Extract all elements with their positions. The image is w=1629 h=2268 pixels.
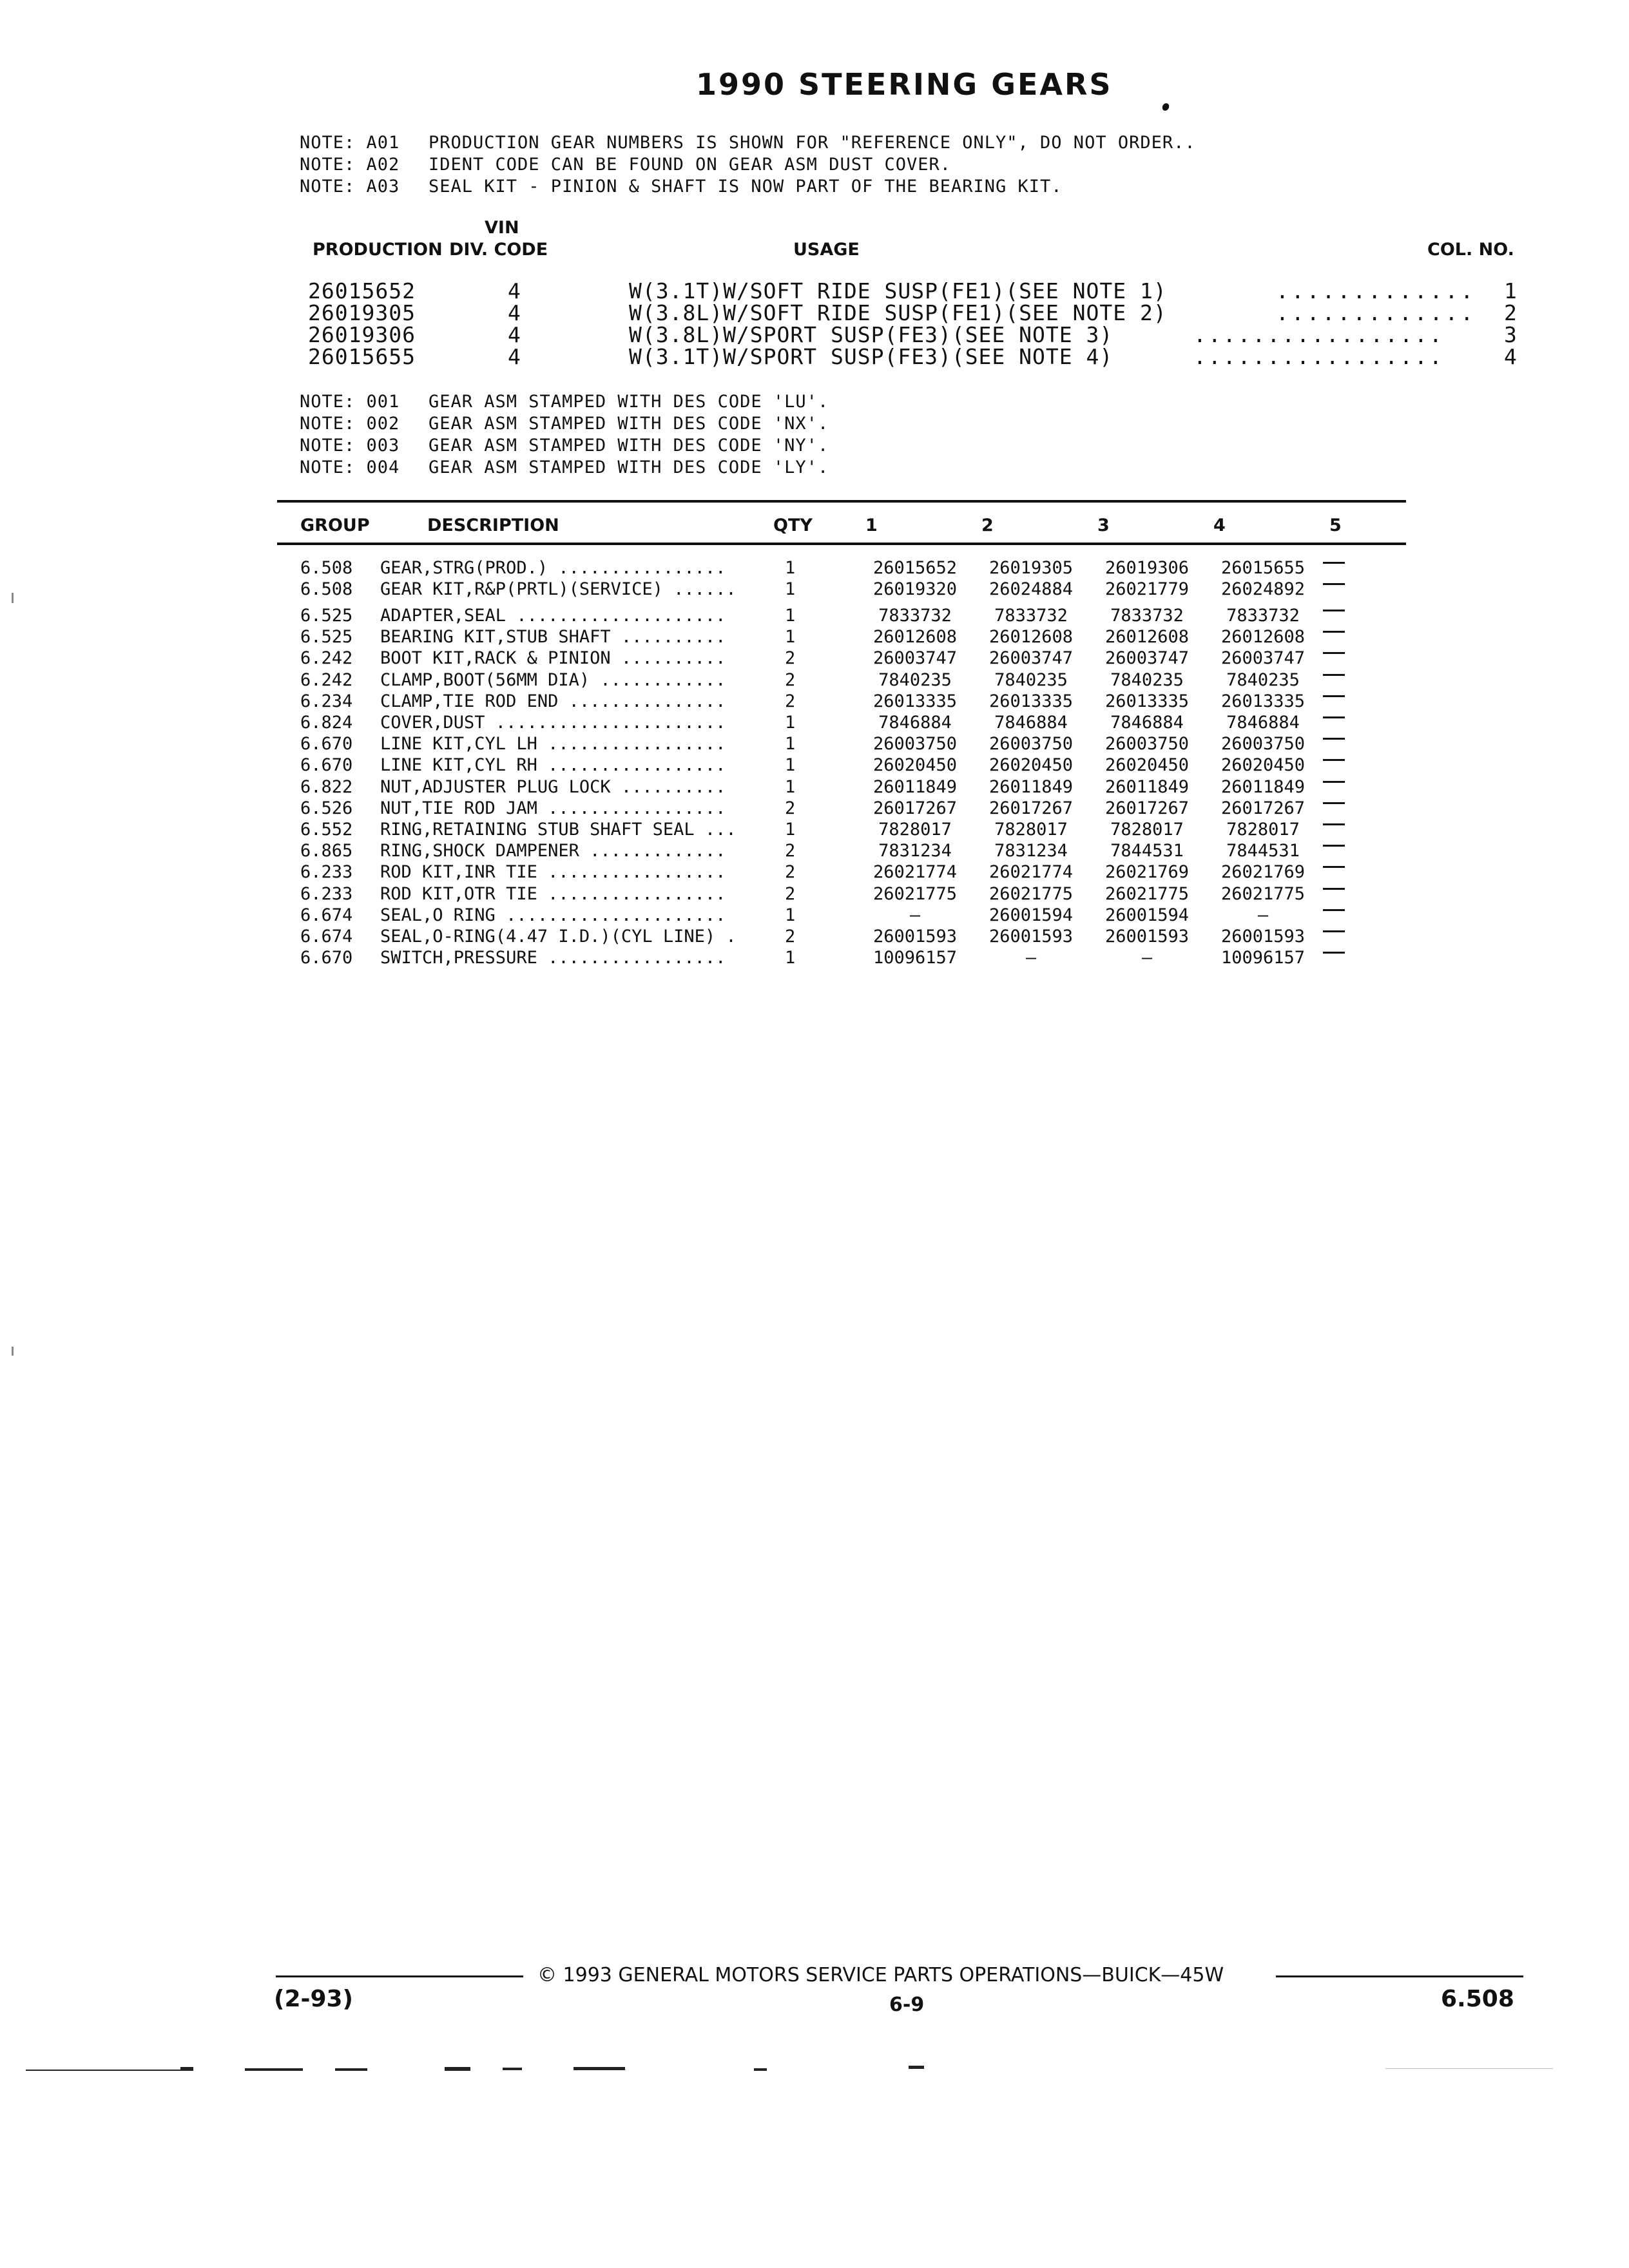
cell-c4: 26021769 xyxy=(1220,862,1306,883)
cell-group: 6.525 xyxy=(300,606,353,626)
note-line: NOTE: 002 GEAR ASM STAMPED WITH DES CODE 'NX'. xyxy=(300,414,829,434)
col-5-empty-dash xyxy=(1323,652,1345,654)
col-5-empty-dash xyxy=(1323,738,1345,740)
note-line: NOTE: A03 SEAL KIT - PINION & SHAFT IS NOW PART OF THE BEARING KIT. xyxy=(300,177,1063,197)
cell-qty: 1 xyxy=(785,579,796,600)
cell-qty: 2 xyxy=(785,691,796,711)
note-line: NOTE: A02 IDENT CODE CAN BE FOUND ON GEAR ASM DUST COVER. xyxy=(300,155,952,175)
group-header: GROUP xyxy=(300,515,370,535)
cell-c4: 26015655 xyxy=(1220,558,1306,578)
cell-desc: RING,SHOCK DAMPENER ............. xyxy=(380,841,726,861)
note-line: NOTE: 004 GEAR ASM STAMPED WITH DES CODE 'LY'. xyxy=(300,457,829,477)
cell-qty: 1 xyxy=(785,905,796,925)
cell-c2: 26021775 xyxy=(988,883,1074,904)
col-3-header: 3 xyxy=(1097,515,1110,535)
cell-c1: 26001593 xyxy=(872,927,958,947)
col-5-empty-dash xyxy=(1323,952,1345,954)
table-row xyxy=(0,777,1629,798)
cell-c3: 26001593 xyxy=(1104,927,1190,947)
cell-desc: CLAMP,TIE ROD END ............... xyxy=(380,691,726,711)
col-5-empty-dash xyxy=(1323,781,1345,783)
cell-group: 6.508 xyxy=(300,558,353,578)
cell-c3: 26013335 xyxy=(1104,691,1190,711)
table-row xyxy=(0,627,1629,648)
cell-qty: 2 xyxy=(785,927,796,947)
cell-group: 6.234 xyxy=(300,691,353,711)
scan-mark xyxy=(754,2068,767,2071)
cell-group: 6.824 xyxy=(300,713,353,733)
cell-c4: 26013335 xyxy=(1220,691,1306,711)
cell-group: 6.508 xyxy=(300,579,353,600)
col-5-empty-dash xyxy=(1323,866,1345,868)
cell-c2: 26001593 xyxy=(988,927,1074,947)
cell-c3: 26003750 xyxy=(1104,734,1190,754)
cell-qty: 1 xyxy=(785,713,796,733)
table-row xyxy=(0,798,1629,820)
cell-c1: 26013335 xyxy=(872,691,958,711)
cell-c4: 26001593 xyxy=(1220,927,1306,947)
cell-group: 6.525 xyxy=(300,627,353,648)
cell-c1: 26011849 xyxy=(872,776,958,797)
cell-c2: 26021774 xyxy=(988,862,1074,883)
scan-mark xyxy=(445,2067,470,2071)
cell-c1: 7833732 xyxy=(878,606,952,626)
cell-c4: 7844531 xyxy=(1226,841,1300,861)
table-row xyxy=(0,670,1629,691)
table-row xyxy=(0,841,1629,862)
col-5-empty-dash xyxy=(1323,695,1345,697)
table-row xyxy=(0,713,1629,734)
cell-qty: 1 xyxy=(785,948,796,968)
parts-table xyxy=(0,0,1629,1031)
table-row xyxy=(0,755,1629,776)
cell-c3: — xyxy=(1141,948,1153,968)
col-5-empty-dash xyxy=(1323,802,1345,804)
cell-c2: 26001594 xyxy=(988,905,1074,925)
cell-c1: 7840235 xyxy=(878,669,952,690)
table-row xyxy=(0,948,1629,969)
col-5-empty-dash xyxy=(1323,716,1345,718)
cell-c2: 7840235 xyxy=(994,669,1068,690)
cell-c4: 10096157 xyxy=(1220,948,1306,968)
col-5-empty-dash xyxy=(1323,930,1345,932)
cell-qty: 1 xyxy=(785,734,796,754)
scan-mark xyxy=(503,2068,522,2070)
cell-c1: 26012608 xyxy=(872,627,958,648)
table-row xyxy=(0,606,1629,627)
cell-qty: 2 xyxy=(785,798,796,818)
cell-c4: 26021775 xyxy=(1220,883,1306,904)
cell-desc: LINE KIT,CYL LH ................. xyxy=(380,734,726,754)
table-row xyxy=(0,862,1629,883)
cell-c3: 26021779 xyxy=(1104,579,1190,600)
table-row xyxy=(0,648,1629,669)
page-title: 1990 STEERING GEARS xyxy=(696,67,1113,102)
scan-mark xyxy=(26,2070,180,2071)
cell-c4: 26012608 xyxy=(1220,627,1306,648)
cell-c3: 26011849 xyxy=(1104,776,1190,797)
cell-c3: 7844531 xyxy=(1110,841,1184,861)
col-5-empty-dash xyxy=(1323,583,1345,585)
cell-desc: NUT,ADJUSTER PLUG LOCK .......... xyxy=(380,776,726,797)
cell-c3: 26019306 xyxy=(1104,558,1190,578)
col-5-empty-dash xyxy=(1323,888,1345,890)
cell-qty: 2 xyxy=(785,669,796,690)
col-5-empty-dash xyxy=(1323,909,1345,911)
cell-desc: ROD KIT,INR TIE ................. xyxy=(380,862,726,883)
scan-mark xyxy=(245,2068,303,2071)
cell-qty: 2 xyxy=(785,648,796,669)
table-row xyxy=(0,691,1629,713)
note-line: NOTE: 001 GEAR ASM STAMPED WITH DES CODE 'LU'. xyxy=(300,392,829,412)
div-code-header: DIV. CODE xyxy=(449,240,548,260)
table-row xyxy=(0,734,1629,755)
production-row: 26019306 4 W(3.8L)W/SPORT SUSP(FE3)(SEE NOTE 3) ................. 3 xyxy=(308,322,1518,347)
cell-c3: 26017267 xyxy=(1104,798,1190,818)
cell-c3: 26003747 xyxy=(1104,648,1190,669)
cell-c1: 26021774 xyxy=(872,862,958,883)
cell-qty: 2 xyxy=(785,883,796,904)
col-5-empty-dash xyxy=(1323,845,1345,847)
table-row xyxy=(0,820,1629,841)
scan-mark xyxy=(335,2068,367,2071)
cell-group: 6.674 xyxy=(300,905,353,925)
cell-c2: 26013335 xyxy=(988,691,1074,711)
scan-mark xyxy=(574,2067,625,2070)
cell-group: 6.865 xyxy=(300,841,353,861)
cell-qty: 1 xyxy=(785,627,796,648)
footer-date: (2-93) xyxy=(274,1986,353,2012)
cell-c4: 26024892 xyxy=(1220,579,1306,600)
cell-c1: 26021775 xyxy=(872,883,958,904)
vin-header: VIN xyxy=(485,218,519,238)
cell-group: 6.526 xyxy=(300,798,353,818)
cell-qty: 1 xyxy=(785,776,796,797)
col-4-header: 4 xyxy=(1213,515,1226,535)
table-row xyxy=(0,558,1629,579)
cell-c3: 7840235 xyxy=(1110,669,1184,690)
production-row: 26015655 4 W(3.1T)W/SPORT SUSP(FE3)(SEE NOTE 4) ................. 4 xyxy=(308,344,1518,369)
cell-desc: BEARING KIT,STUB SHAFT .......... xyxy=(380,627,726,648)
cell-group: 6.242 xyxy=(300,669,353,690)
production-row: 26015652 4 W(3.1T)W/SOFT RIDE SUSP(FE1)(SEE NOTE 1) ............. 1 xyxy=(308,278,1518,303)
col-1-header: 1 xyxy=(865,515,878,535)
production-row: 26019305 4 W(3.8L)W/SOFT RIDE SUSP(FE1)(SEE NOTE 2) ............. 2 xyxy=(308,300,1518,325)
cell-desc: GEAR,STRG(PROD.) ................ xyxy=(380,558,726,578)
cell-group: 6.670 xyxy=(300,734,353,754)
cell-qty: 1 xyxy=(785,606,796,626)
qty-header: QTY xyxy=(773,515,813,535)
cell-c2: 7846884 xyxy=(994,713,1068,733)
cell-c1: 7846884 xyxy=(878,713,952,733)
cell-c1: 26003750 xyxy=(872,734,958,754)
cell-group: 6.552 xyxy=(300,820,353,840)
cell-group: 6.670 xyxy=(300,755,353,776)
cell-qty: 1 xyxy=(785,820,796,840)
scan-mark xyxy=(909,2066,924,2069)
cell-c3: 26021769 xyxy=(1104,862,1190,883)
cell-desc: NUT,TIE ROD JAM ................. xyxy=(380,798,726,818)
usage-header: USAGE xyxy=(793,240,860,260)
col-5-empty-dash xyxy=(1323,562,1345,564)
cell-c4: — xyxy=(1257,905,1269,925)
cell-c2: 26003747 xyxy=(988,648,1074,669)
note-line: NOTE: A01 PRODUCTION GEAR NUMBERS IS SHOWN FOR "REFERENCE ONLY", DO NOT ORDER.. xyxy=(300,133,1196,153)
cell-c1: 7828017 xyxy=(878,820,952,840)
cell-group: 6.233 xyxy=(300,883,353,904)
cell-c2: 26024884 xyxy=(988,579,1074,600)
cell-c3: 26021775 xyxy=(1104,883,1190,904)
cell-desc: BOOT KIT,RACK & PINION .......... xyxy=(380,648,726,669)
cell-c3: 7833732 xyxy=(1110,606,1184,626)
cell-c4: 26003750 xyxy=(1220,734,1306,754)
cell-desc: LINE KIT,CYL RH ................. xyxy=(380,755,726,776)
cell-c1: 10096157 xyxy=(872,948,958,968)
cell-c4: 26017267 xyxy=(1220,798,1306,818)
cell-desc: RING,RETAINING STUB SHAFT SEAL ... xyxy=(380,820,737,840)
cell-desc: SWITCH,PRESSURE ................. xyxy=(380,948,726,968)
cell-desc: COVER,DUST ...................... xyxy=(380,713,726,733)
cell-c4: 7833732 xyxy=(1226,606,1300,626)
cell-c4: 26020450 xyxy=(1220,755,1306,776)
cell-c3: 26001594 xyxy=(1104,905,1190,925)
description-header: DESCRIPTION xyxy=(427,515,559,535)
col-5-header: 5 xyxy=(1329,515,1342,535)
table-row xyxy=(0,927,1629,948)
footer-copyright: © 1993 GENERAL MOTORS SERVICE PARTS OPERATIONS—BUICK—45W xyxy=(537,1964,1224,1986)
cell-c2: 26011849 xyxy=(988,776,1074,797)
cell-c3: 7846884 xyxy=(1110,713,1184,733)
cell-c4: 7840235 xyxy=(1226,669,1300,690)
cell-c1: — xyxy=(909,905,921,925)
footer-section: 6.508 xyxy=(1441,1986,1514,2012)
cell-group: 6.822 xyxy=(300,776,353,797)
col-5-empty-dash xyxy=(1323,823,1345,825)
scan-mark xyxy=(180,2067,193,2071)
cell-desc: SEAL,O-RING(4.47 I.D.)(CYL LINE) . xyxy=(380,927,737,947)
scan-mark xyxy=(12,593,14,603)
cell-c3: 26012608 xyxy=(1104,627,1190,648)
cell-c4: 7828017 xyxy=(1226,820,1300,840)
cell-c3: 26020450 xyxy=(1104,755,1190,776)
table-row xyxy=(0,884,1629,905)
note-line: NOTE: 003 GEAR ASM STAMPED WITH DES CODE 'NY'. xyxy=(300,436,829,456)
cell-group: 6.233 xyxy=(300,862,353,883)
cell-c4: 26003747 xyxy=(1220,648,1306,669)
production-header: PRODUCTION xyxy=(313,240,443,260)
col-5-empty-dash xyxy=(1323,610,1345,611)
cell-desc: GEAR KIT,R&P(PRTL)(SERVICE) ...... xyxy=(380,579,737,600)
cell-c1: 7831234 xyxy=(878,841,952,861)
cell-c2: 7831234 xyxy=(994,841,1068,861)
col-5-empty-dash xyxy=(1323,631,1345,633)
scan-mark xyxy=(1385,2068,1553,2069)
cell-c1: 26003747 xyxy=(872,648,958,669)
cell-c2: — xyxy=(1025,948,1037,968)
footer-page-number: 6-9 xyxy=(889,1994,925,2016)
cell-c2: 26017267 xyxy=(988,798,1074,818)
cell-c2: 7828017 xyxy=(994,820,1068,840)
footer-rule-right xyxy=(1276,1975,1523,1977)
cell-c2: 26003750 xyxy=(988,734,1074,754)
col-no-header: COL. NO. xyxy=(1427,240,1514,260)
cell-c2: 26012608 xyxy=(988,627,1074,648)
table-row xyxy=(0,579,1629,601)
cell-c1: 26015652 xyxy=(872,558,958,578)
cell-c1: 26020450 xyxy=(872,755,958,776)
cell-qty: 1 xyxy=(785,558,796,578)
cell-c2: 26019305 xyxy=(988,558,1074,578)
cell-desc: SEAL,O RING ..................... xyxy=(380,905,726,925)
cell-c1: 26019320 xyxy=(872,579,958,600)
cell-desc: ROD KIT,OTR TIE ................. xyxy=(380,883,726,904)
cell-qty: 2 xyxy=(785,841,796,861)
col-5-empty-dash xyxy=(1323,759,1345,761)
scan-mark xyxy=(12,1347,14,1356)
cell-desc: ADAPTER,SEAL .................... xyxy=(380,606,726,626)
cell-desc: CLAMP,BOOT(56MM DIA) ............ xyxy=(380,669,726,690)
cell-c2: 7833732 xyxy=(994,606,1068,626)
table-row xyxy=(0,905,1629,927)
cell-c4: 26011849 xyxy=(1220,776,1306,797)
cell-group: 6.674 xyxy=(300,927,353,947)
cell-qty: 2 xyxy=(785,862,796,883)
cell-group: 6.670 xyxy=(300,948,353,968)
cell-c4: 7846884 xyxy=(1226,713,1300,733)
footer-rule-left xyxy=(276,1975,523,1977)
cell-c1: 26017267 xyxy=(872,798,958,818)
col-5-empty-dash xyxy=(1323,674,1345,676)
cell-c2: 26020450 xyxy=(988,755,1074,776)
cell-group: 6.242 xyxy=(300,648,353,669)
cell-c3: 7828017 xyxy=(1110,820,1184,840)
cell-qty: 1 xyxy=(785,755,796,776)
col-2-header: 2 xyxy=(981,515,994,535)
